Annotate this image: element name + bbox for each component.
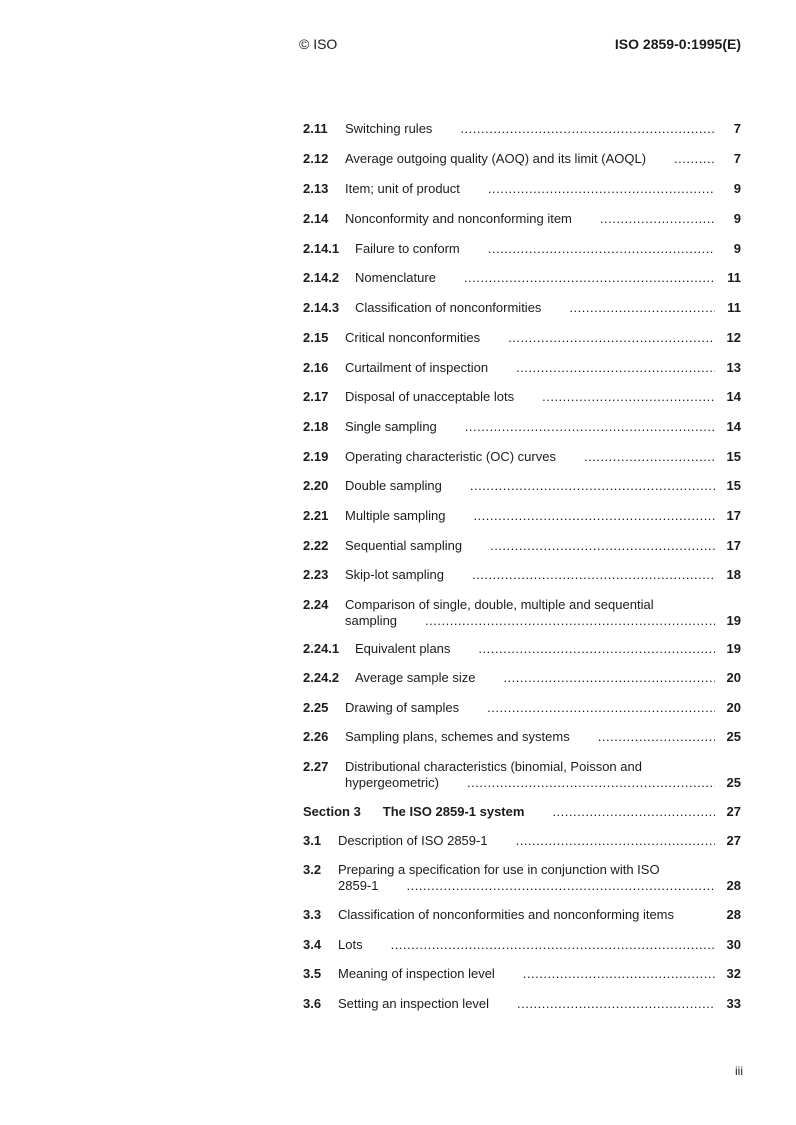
toc-entry-title: Switching rules: [345, 121, 433, 136]
toc-entry-page: 27: [726, 833, 741, 848]
toc-entry[interactable]: [303, 389, 741, 405]
toc-entry[interactable]: [303, 907, 741, 923]
toc-entry-page: 12: [726, 330, 741, 345]
toc-entry-page: 28: [726, 878, 741, 893]
toc-entry[interactable]: [303, 181, 741, 197]
dot-leader: [552, 804, 715, 820]
toc-entry-page: 30: [726, 937, 741, 952]
toc-entry[interactable]: [303, 937, 741, 953]
toc-entry-page: 19: [726, 613, 741, 628]
toc-entry[interactable]: [303, 966, 741, 982]
toc-entry-page: 17: [726, 538, 741, 553]
dot-leader: [569, 300, 715, 316]
toc-entry-number: 2.17: [303, 389, 329, 404]
toc-entry-title: Lots: [338, 937, 363, 952]
toc-entry-title: Curtailment of inspection: [345, 360, 489, 375]
toc-entry-page: 15: [726, 478, 741, 493]
toc-entry-page: 11: [727, 300, 741, 315]
toc-entry-number: 3.2: [303, 862, 322, 877]
toc-entry[interactable]: [303, 330, 741, 346]
toc-entry-number: 3.6: [303, 996, 322, 1011]
toc-entry-title: Nonconformity and nonconforming item: [345, 211, 572, 226]
toc-entry-number: 2.25: [303, 700, 329, 715]
toc-entry-page: 20: [726, 700, 741, 715]
toc-entry-number: 3.1: [303, 833, 322, 848]
toc-entry[interactable]: [303, 419, 741, 435]
toc-entry-title: Disposal of unacceptable lots: [345, 389, 515, 404]
toc-entry[interactable]: [303, 597, 741, 629]
dot-leader: [508, 330, 715, 346]
toc-entry-page: 9: [733, 241, 741, 256]
toc-entry-page: 14: [726, 419, 741, 434]
toc-entry-number: 2.16: [303, 360, 329, 375]
toc-entry-number: 2.20: [303, 478, 329, 493]
dot-leader: [467, 775, 715, 791]
toc-entry-number: 2.22: [303, 538, 329, 553]
toc-entry[interactable]: [303, 449, 741, 465]
toc-entry-title: Preparing a specification for use in conjunction with ISO: [338, 862, 660, 877]
toc-entry-title: Setting an inspection level: [338, 996, 490, 1011]
toc-entry-page: 32: [726, 966, 741, 981]
toc-entry-page: 33: [726, 996, 741, 1011]
toc-entry-page: 9: [733, 181, 741, 196]
toc-entry-title: Description of ISO 2859-1: [338, 833, 488, 848]
toc-entry-number: 3.3: [303, 907, 322, 922]
toc-entry-title: sampling: [345, 613, 398, 628]
dot-leader: [470, 478, 715, 494]
toc-entry[interactable]: [303, 833, 741, 849]
toc-entry-title: Sampling plans, schemes and systems: [345, 729, 570, 744]
toc-entry-page: 20: [726, 670, 741, 685]
toc-entry-number: 2.18: [303, 419, 329, 434]
toc-entry-number: 3.4: [303, 937, 322, 952]
dot-leader: [598, 729, 715, 745]
toc-entry-number: 2.11: [303, 121, 328, 136]
dot-leader: [391, 937, 715, 953]
dot-leader: [473, 508, 715, 524]
toc-entry-page: 15: [726, 449, 741, 464]
toc-entry-title: Average sample size: [355, 670, 476, 685]
toc-entry-title: Single sampling: [345, 419, 437, 434]
dot-leader: [465, 419, 715, 435]
toc-entry-number: 2.13: [303, 181, 329, 196]
toc-entry-number: 3.5: [303, 966, 322, 981]
dot-leader: [542, 389, 715, 405]
dot-leader: [490, 538, 715, 554]
page-number: iii: [735, 1064, 743, 1078]
toc-entry[interactable]: [303, 478, 741, 494]
toc-entry-number: 2.24: [303, 597, 329, 612]
toc-entry-page: 11: [727, 270, 741, 285]
toc-entry-page: 19: [726, 641, 741, 656]
toc-entry-number: 2.24.2: [303, 670, 340, 685]
toc-entry-page: 17: [726, 508, 741, 523]
dot-leader: [516, 360, 715, 376]
toc-entry[interactable]: [303, 759, 741, 791]
toc-entry[interactable]: [303, 804, 741, 820]
toc-entry[interactable]: [303, 700, 741, 716]
toc-entry-page: 14: [726, 389, 741, 404]
toc-entry-title: Skip-lot sampling: [345, 567, 444, 582]
toc-entry[interactable]: [303, 862, 741, 894]
dot-leader: [516, 833, 715, 849]
dot-leader: [674, 151, 715, 167]
toc-entry-number: 2.15: [303, 330, 329, 345]
toc-entry[interactable]: [303, 300, 741, 316]
toc-entry-page: 28: [726, 907, 741, 922]
toc-entry-title: Multiple sampling: [345, 508, 446, 523]
toc-entry-title: Item; unit of product: [345, 181, 460, 196]
dot-leader: [488, 241, 715, 257]
dot-leader: [523, 966, 715, 982]
toc-entry-title: Classification of nonconformities and nonconforming items: [338, 907, 675, 922]
dot-leader: [425, 613, 715, 629]
toc-entry-number: 2.12: [303, 151, 329, 166]
toc-entry[interactable]: [303, 508, 741, 524]
toc-entry[interactable]: [303, 151, 741, 167]
toc-entry-title: Sequential sampling: [345, 538, 463, 553]
dot-leader: [584, 449, 715, 465]
toc-entry-page: 7: [733, 121, 741, 136]
toc-entry-number: 2.23: [303, 567, 329, 582]
toc-entry-title: Failure to conform: [355, 241, 460, 256]
toc-entry[interactable]: [303, 729, 741, 745]
toc-entry-number: 2.19: [303, 449, 329, 464]
toc-entry[interactable]: [303, 121, 741, 137]
toc-entry-title: Equivalent plans: [355, 641, 451, 656]
toc-entry-title: Drawing of samples: [345, 700, 460, 715]
toc-entry-title: Critical nonconformities: [345, 330, 481, 345]
toc-entry[interactable]: [303, 241, 741, 257]
dot-leader: [487, 700, 715, 716]
toc-entry-title: Operating characteristic (OC) curves: [345, 449, 556, 464]
toc-entry-title: Average outgoing quality (AOQ) and its limit (AOQL): [345, 151, 647, 166]
dot-leader: [472, 567, 715, 583]
toc-entry-title: Comparison of single, double, multiple and sequential: [345, 597, 654, 612]
copyright-label: © ISO: [299, 36, 338, 52]
dot-leader: [488, 181, 715, 197]
toc-entry[interactable]: [303, 211, 741, 227]
dot-leader: [503, 670, 715, 686]
dot-leader: [464, 270, 715, 286]
dot-leader: [517, 996, 715, 1012]
toc-entry-number: 2.24.1: [303, 641, 340, 656]
toc-entry-number: 2.26: [303, 729, 329, 744]
toc-entry-page: 25: [726, 729, 741, 744]
dot-leader: [460, 121, 715, 137]
toc-entry[interactable]: [303, 538, 741, 554]
toc-entry-title: 2859-1: [338, 878, 379, 893]
toc-entry-number: 2.14.3: [303, 300, 340, 315]
dot-leader: [600, 211, 715, 227]
toc-entry-title: Classification of nonconformities: [355, 300, 542, 315]
dot-leader: [406, 878, 715, 894]
toc-entry-number: 2.21: [303, 508, 329, 523]
toc-entry-title: Double sampling: [345, 478, 442, 493]
toc-entry-title: Meaning of inspection level: [338, 966, 495, 981]
document-code: ISO 2859-0:1995(E): [614, 36, 741, 52]
toc-entry-page: 18: [726, 567, 741, 582]
toc-entry-number: 2.27: [303, 759, 329, 774]
toc-entry-title: The ISO 2859-1 system: [382, 804, 525, 819]
toc-entry-page: 7: [733, 151, 741, 166]
toc-entry-title: hypergeometric): [345, 775, 439, 790]
toc-entry-number: 2.14: [303, 211, 329, 226]
toc-entry-page: 13: [726, 360, 741, 375]
toc-entry[interactable]: [303, 270, 741, 286]
toc-entry-page: 9: [733, 211, 741, 226]
toc-entry[interactable]: [303, 641, 741, 657]
toc-entry-number: 2.14.2: [303, 270, 340, 285]
toc-entry-page: 27: [726, 804, 741, 819]
toc-entry-page: 25: [726, 775, 741, 790]
section-label: Section 3: [303, 804, 361, 819]
toc-entry-number: 2.14.1: [303, 241, 340, 256]
toc-entry[interactable]: [303, 567, 741, 583]
toc-entry[interactable]: [303, 670, 741, 686]
toc-entry[interactable]: [303, 996, 741, 1012]
toc-entry-title: Distributional characteristics (binomial, Poisson and: [345, 759, 642, 774]
toc-entry[interactable]: [303, 360, 741, 376]
toc-entry-title: Nomenclature: [355, 270, 436, 285]
dot-leader: [478, 641, 715, 657]
